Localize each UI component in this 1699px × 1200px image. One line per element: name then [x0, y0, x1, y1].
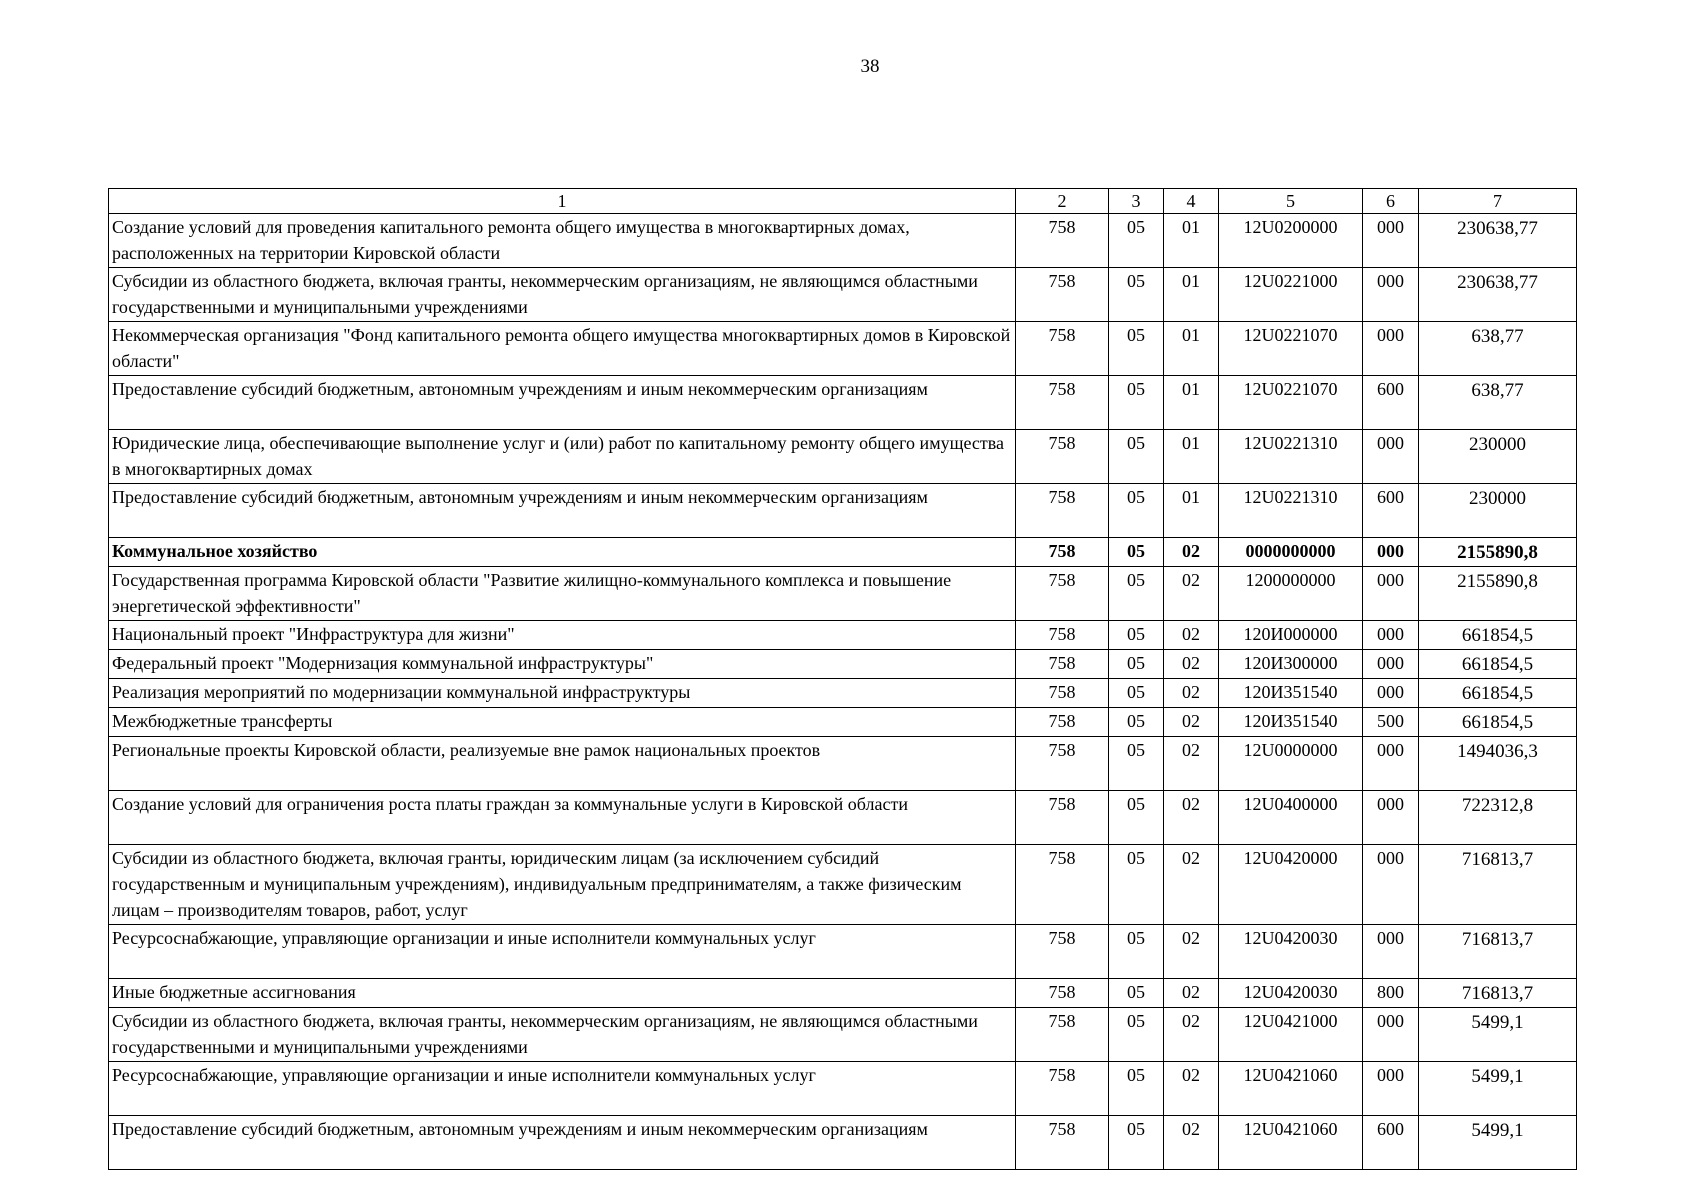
ministry-code-cell: 758: [1016, 679, 1109, 708]
section-code-cell: 05: [1109, 430, 1164, 484]
target-article-cell: 12U0421060: [1219, 1116, 1363, 1170]
expense-type-cell: 000: [1363, 1062, 1419, 1116]
table-row: [109, 1116, 1577, 1170]
table-row: [109, 538, 1577, 567]
expense-type-cell: 000: [1363, 650, 1419, 679]
target-article-cell: 12U0221070: [1219, 376, 1363, 430]
subsection-code-cell: 02: [1164, 567, 1219, 621]
ministry-code-cell: 758: [1016, 1062, 1109, 1116]
column-header: 3: [1109, 189, 1164, 214]
subsection-code-cell: 01: [1164, 376, 1219, 430]
section-code-cell: 05: [1109, 621, 1164, 650]
table-row: [109, 737, 1577, 791]
section-code-cell: 05: [1109, 1116, 1164, 1170]
expense-type-cell: 000: [1363, 845, 1419, 925]
target-article-cell: 12U0000000: [1219, 737, 1363, 791]
expense-type-cell: 000: [1363, 430, 1419, 484]
expense-type-cell: 600: [1363, 376, 1419, 430]
row-name-cell: Национальный проект "Инфраструктура для жизни": [109, 621, 1016, 650]
subsection-code-cell: 02: [1164, 925, 1219, 979]
subsection-code-cell: 02: [1164, 1008, 1219, 1062]
row-name-cell: Реализация мероприятий по модернизации коммунальной инфраструктуры: [109, 679, 1016, 708]
ministry-code-cell: 758: [1016, 484, 1109, 538]
target-article-cell: 120И351540: [1219, 708, 1363, 737]
ministry-code-cell: 758: [1016, 214, 1109, 268]
subsection-code-cell: 02: [1164, 1062, 1219, 1116]
column-header: 2: [1016, 189, 1109, 214]
table-body: [109, 214, 1577, 1170]
amount-cell: 230638,77: [1419, 214, 1577, 268]
expense-type-cell: 800: [1363, 979, 1419, 1008]
amount-cell: 716813,7: [1419, 925, 1577, 979]
amount-cell: 722312,8: [1419, 791, 1577, 845]
amount-cell: 661854,5: [1419, 650, 1577, 679]
target-article-cell: 12U0221310: [1219, 430, 1363, 484]
expense-type-cell: 000: [1363, 322, 1419, 376]
row-name-cell: Межбюджетные трансферты: [109, 708, 1016, 737]
subsection-code-cell: 02: [1164, 979, 1219, 1008]
row-name-cell: Создание условий для проведения капитального ремонта общего имущества в многоквартирных домах, расположенных на территории Кировской области: [109, 214, 1016, 268]
column-header: 1: [109, 189, 1016, 214]
expense-type-cell: 000: [1363, 268, 1419, 322]
row-name-cell: Предоставление субсидий бюджетным, автономным учреждениям и иным некоммерческим организациям: [109, 484, 1016, 538]
target-article-cell: 120И351540: [1219, 679, 1363, 708]
amount-cell: 716813,7: [1419, 979, 1577, 1008]
section-code-cell: 05: [1109, 538, 1164, 567]
section-code-cell: 05: [1109, 650, 1164, 679]
ministry-code-cell: 758: [1016, 268, 1109, 322]
row-name-cell: Ресурсоснабжающие, управляющие организации и иные исполнители коммунальных услуг: [109, 925, 1016, 979]
subsection-code-cell: 01: [1164, 484, 1219, 538]
target-article-cell: 12U0420030: [1219, 979, 1363, 1008]
row-name-cell: Иные бюджетные ассигнования: [109, 979, 1016, 1008]
target-article-cell: 120И000000: [1219, 621, 1363, 650]
amount-cell: 5499,1: [1419, 1116, 1577, 1170]
section-code-cell: 05: [1109, 979, 1164, 1008]
ministry-code-cell: 758: [1016, 567, 1109, 621]
target-article-cell: 12U0421000: [1219, 1008, 1363, 1062]
subsection-code-cell: 02: [1164, 708, 1219, 737]
section-code-cell: 05: [1109, 484, 1164, 538]
ministry-code-cell: 758: [1016, 1008, 1109, 1062]
expense-type-cell: 000: [1363, 679, 1419, 708]
target-article-cell: 12U0221000: [1219, 268, 1363, 322]
table-row: [109, 925, 1577, 979]
subsection-code-cell: 02: [1164, 621, 1219, 650]
target-article-cell: 12U0400000: [1219, 791, 1363, 845]
table-row: [109, 979, 1577, 1008]
amount-cell: 661854,5: [1419, 708, 1577, 737]
row-name-cell: Юридические лица, обеспечивающие выполнение услуг и (или) работ по капитальному ремонту общего имущества в многоквартирных домах: [109, 430, 1016, 484]
section-code-cell: 05: [1109, 1008, 1164, 1062]
amount-cell: 716813,7: [1419, 845, 1577, 925]
page-number: 38: [860, 56, 880, 77]
ministry-code-cell: 758: [1016, 845, 1109, 925]
row-name-cell: Предоставление субсидий бюджетным, автономным учреждениям и иным некоммерческим организациям: [109, 376, 1016, 430]
budget-table: [108, 188, 1577, 1170]
table-row: [109, 1062, 1577, 1116]
table-row: [109, 1008, 1577, 1062]
section-code-cell: 05: [1109, 1062, 1164, 1116]
target-article-cell: 1200000000: [1219, 567, 1363, 621]
target-article-cell: 0000000000: [1219, 538, 1363, 567]
subsection-code-cell: 01: [1164, 214, 1219, 268]
row-name-cell: Ресурсоснабжающие, управляющие организации и иные исполнители коммунальных услуг: [109, 1062, 1016, 1116]
ministry-code-cell: 758: [1016, 376, 1109, 430]
subsection-code-cell: 01: [1164, 268, 1219, 322]
section-code-cell: 05: [1109, 567, 1164, 621]
target-article-cell: 12U0221310: [1219, 484, 1363, 538]
ministry-code-cell: 758: [1016, 791, 1109, 845]
ministry-code-cell: 758: [1016, 650, 1109, 679]
target-article-cell: 12U0200000: [1219, 214, 1363, 268]
expense-type-cell: 000: [1363, 567, 1419, 621]
target-article-cell: 12U0420030: [1219, 925, 1363, 979]
amount-cell: 2155890,8: [1419, 538, 1577, 567]
section-code-cell: 05: [1109, 708, 1164, 737]
table-row: [109, 845, 1577, 925]
section-code-cell: 05: [1109, 679, 1164, 708]
row-name-cell: Государственная программа Кировской области "Развитие жилищно-коммунального комплекса и повышение энергетической эффективности": [109, 567, 1016, 621]
amount-cell: 638,77: [1419, 376, 1577, 430]
table-row: [109, 322, 1577, 376]
table-row: [109, 650, 1577, 679]
section-code-cell: 05: [1109, 845, 1164, 925]
section-code-cell: 05: [1109, 376, 1164, 430]
column-number-row: [109, 189, 1577, 214]
subsection-code-cell: 02: [1164, 650, 1219, 679]
row-name-cell: Коммунальное хозяйство: [109, 538, 1016, 567]
ministry-code-cell: 758: [1016, 925, 1109, 979]
subsection-code-cell: 02: [1164, 1116, 1219, 1170]
table-row: [109, 430, 1577, 484]
amount-cell: 661854,5: [1419, 679, 1577, 708]
target-article-cell: 12U0421060: [1219, 1062, 1363, 1116]
section-code-cell: 05: [1109, 791, 1164, 845]
expense-type-cell: 600: [1363, 484, 1419, 538]
table-row: [109, 214, 1577, 268]
subsection-code-cell: 02: [1164, 737, 1219, 791]
row-name-cell: Субсидии из областного бюджета, включая гранты, некоммерческим организациям, не являющимся областными государственными и муниципальными учреждениями: [109, 1008, 1016, 1062]
amount-cell: 5499,1: [1419, 1062, 1577, 1116]
expense-type-cell: 000: [1363, 538, 1419, 567]
expense-type-cell: 000: [1363, 737, 1419, 791]
subsection-code-cell: 02: [1164, 538, 1219, 567]
target-article-cell: 12U0420000: [1219, 845, 1363, 925]
table-row: [109, 484, 1577, 538]
ministry-code-cell: 758: [1016, 737, 1109, 791]
amount-cell: 2155890,8: [1419, 567, 1577, 621]
section-code-cell: 05: [1109, 322, 1164, 376]
column-header: 6: [1363, 189, 1419, 214]
target-article-cell: 12U0221070: [1219, 322, 1363, 376]
expense-type-cell: 600: [1363, 1116, 1419, 1170]
ministry-code-cell: 758: [1016, 621, 1109, 650]
expense-type-cell: 000: [1363, 791, 1419, 845]
expense-type-cell: 000: [1363, 925, 1419, 979]
subsection-code-cell: 02: [1164, 845, 1219, 925]
amount-cell: 638,77: [1419, 322, 1577, 376]
ministry-code-cell: 758: [1016, 1116, 1109, 1170]
subsection-code-cell: 01: [1164, 430, 1219, 484]
ministry-code-cell: 758: [1016, 430, 1109, 484]
table-row: [109, 376, 1577, 430]
ministry-code-cell: 758: [1016, 538, 1109, 567]
amount-cell: 1494036,3: [1419, 737, 1577, 791]
column-header: 7: [1419, 189, 1577, 214]
amount-cell: 230000: [1419, 484, 1577, 538]
table-row: [109, 621, 1577, 650]
ministry-code-cell: 758: [1016, 322, 1109, 376]
column-header: 4: [1164, 189, 1219, 214]
table-row: [109, 679, 1577, 708]
amount-cell: 661854,5: [1419, 621, 1577, 650]
section-code-cell: 05: [1109, 214, 1164, 268]
amount-cell: 230000: [1419, 430, 1577, 484]
table-row: [109, 791, 1577, 845]
row-name-cell: Региональные проекты Кировской области, реализуемые вне рамок национальных проектов: [109, 737, 1016, 791]
column-header: 5: [1219, 189, 1363, 214]
amount-cell: 230638,77: [1419, 268, 1577, 322]
target-article-cell: 120И300000: [1219, 650, 1363, 679]
row-name-cell: Субсидии из областного бюджета, включая гранты, юридическим лицам (за исключением субсидий государственным и муниципальным учреждениям), индивидуальным предпринимателям, а также физическим лицам – производителям товаров, работ, услуг: [109, 845, 1016, 925]
table-row: [109, 567, 1577, 621]
row-name-cell: Субсидии из областного бюджета, включая гранты, некоммерческим организациям, не являющимся областными государственными и муниципальными учреждениями: [109, 268, 1016, 322]
ministry-code-cell: 758: [1016, 708, 1109, 737]
row-name-cell: Некоммерческая организация "Фонд капитального ремонта общего имущества многоквартирных домов в Кировской области": [109, 322, 1016, 376]
subsection-code-cell: 01: [1164, 322, 1219, 376]
expense-type-cell: 500: [1363, 708, 1419, 737]
section-code-cell: 05: [1109, 268, 1164, 322]
row-name-cell: Создание условий для ограничения роста платы граждан за коммунальные услуги в Кировской области: [109, 791, 1016, 845]
ministry-code-cell: 758: [1016, 979, 1109, 1008]
row-name-cell: Предоставление субсидий бюджетным, автономным учреждениям и иным некоммерческим организациям: [109, 1116, 1016, 1170]
subsection-code-cell: 02: [1164, 791, 1219, 845]
table-row: [109, 268, 1577, 322]
table-row: [109, 708, 1577, 737]
section-code-cell: 05: [1109, 737, 1164, 791]
row-name-cell: Федеральный проект "Модернизация коммунальной инфраструктуры": [109, 650, 1016, 679]
expense-type-cell: 000: [1363, 1008, 1419, 1062]
expense-type-cell: 000: [1363, 621, 1419, 650]
section-code-cell: 05: [1109, 925, 1164, 979]
amount-cell: 5499,1: [1419, 1008, 1577, 1062]
expense-type-cell: 000: [1363, 214, 1419, 268]
subsection-code-cell: 02: [1164, 679, 1219, 708]
